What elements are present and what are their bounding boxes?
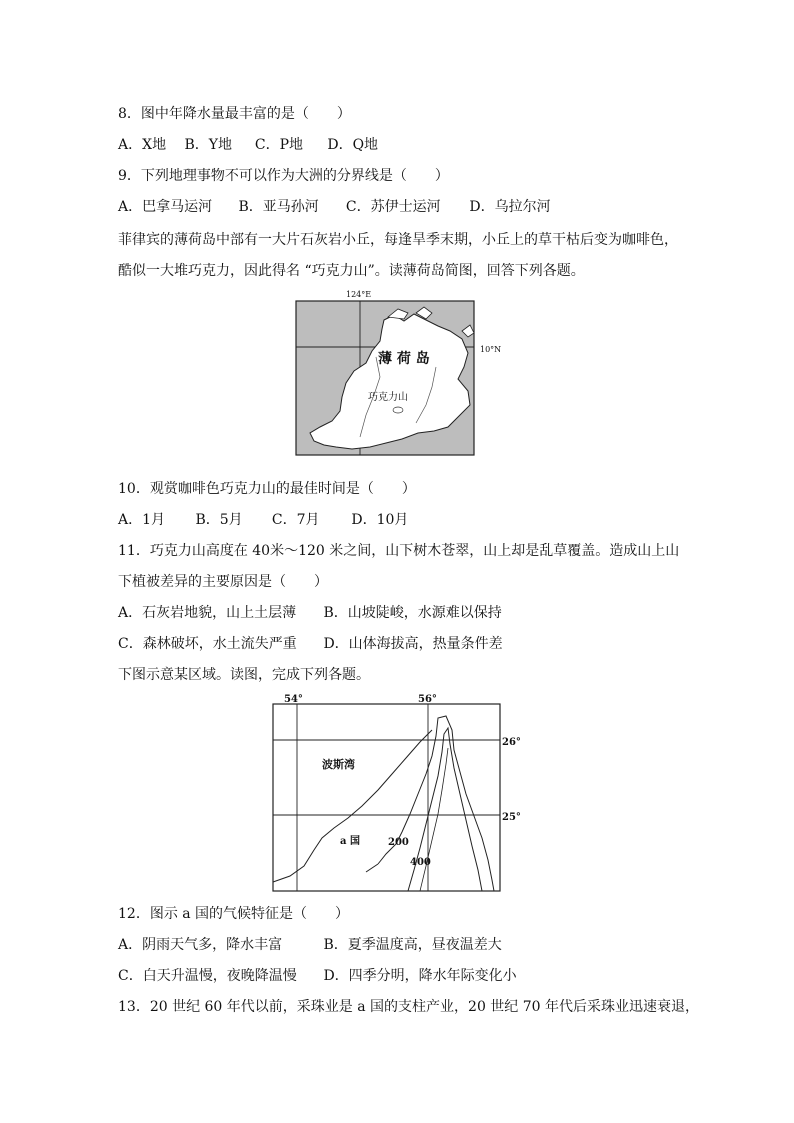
q13-stem: 13．20 世纪 60 年代以前，采珠业是 a 国的支柱产业，20 世纪 70 年代后采珠业迅速衰退， [118, 999, 700, 1015]
q12-option-d: D．四季分明，降水年际变化小 [323, 968, 517, 984]
q8-stem: 8．图中年降水量最丰富的是（ ） [118, 106, 351, 122]
contour-400-label: 400 [410, 857, 431, 868]
contour-200-label: 200 [388, 837, 409, 848]
persian-gulf-map [270, 690, 530, 895]
q9-option-d: D．乌拉尔河 [469, 199, 551, 215]
q11-option-c: C．森林破坏，水土流失严重 [118, 636, 297, 652]
map1-lat-label: 10°N [480, 345, 502, 354]
q12-option-a: A．阴雨天气多，降水丰富 [118, 937, 283, 953]
map2-lon1-label: 54° [284, 694, 303, 705]
q11-option-b: B．山坡陡峻，水源难以保持 [323, 605, 502, 621]
gulf-label: 波斯湾 [322, 758, 355, 771]
bohol-island-map [286, 287, 526, 459]
q10-option-d: D．10月 [351, 512, 409, 528]
q9-options [118, 197, 551, 217]
q12-stem: 12．图示 a 国的气候特征是（ ） [118, 906, 350, 922]
q10-option-a: A．1月 [118, 512, 166, 528]
intro1-line2: 酷似一大堆巧克力，因此得名 “巧克力山”。读薄荷岛简图，回答下列各题。 [118, 263, 585, 279]
q11-options-row2 [118, 634, 503, 654]
q12-option-b: B．夏季温度高，昼夜温差大 [323, 937, 502, 953]
q8-option-c: C．P地 [254, 137, 304, 153]
map2-lat1-label: 26° [502, 737, 521, 748]
q12-options-row2 [118, 966, 517, 986]
q8-option-d: D．Q地 [327, 137, 379, 153]
q8-option-b: B．Y地 [184, 137, 232, 153]
q10-stem: 10．观赏咖啡色巧克力山的最佳时间是（ ） [118, 481, 416, 497]
q9-option-b: B．亚马孙河 [238, 199, 319, 215]
q11-stem-line1: 11．巧克力山高度在 40米～120 米之间，山下树木苍翠，山上却是乱草覆盖。造成山上山 [118, 543, 680, 559]
q12-option-c: C．白天升温慢，夜晚降温慢 [118, 968, 297, 984]
map1-hill-label: 巧克力山 [368, 392, 408, 403]
q12-options-row1 [118, 935, 502, 955]
q9-option-a: A．巴拿马运河 [118, 199, 213, 215]
map2-lat2-label: 25° [502, 812, 521, 823]
q11-stem-line2: 下植被差异的主要原因是（ ） [118, 574, 328, 590]
q9-option-c: C．苏伊士运河 [345, 199, 441, 215]
q8-options [118, 135, 378, 155]
q11-option-a: A．石灰岩地貌，山上土层薄 [118, 605, 297, 621]
map2-lon2-label: 56° [418, 694, 437, 705]
q11-option-d: D．山体海拔高，热量条件差 [323, 636, 503, 652]
q11-options-row1 [118, 603, 502, 623]
q10-option-b: B．5月 [195, 512, 243, 528]
intro1-line1: 菲律宾的薄荷岛中部有一大片石灰岩小丘，每逢旱季末期，小丘上的草干枯后变为咖啡色， [118, 232, 678, 248]
country-label: a 国 [340, 836, 360, 847]
q9-stem: 9．下列地理事物不可以作为大洲的分界线是（ ） [118, 168, 449, 184]
map1-island-label: 薄 荷 岛 [378, 351, 430, 367]
q10-option-c: C．7月 [271, 512, 320, 528]
q10-options [118, 510, 408, 530]
q8-option-a: A．X地 [118, 137, 167, 153]
intro2: 下图示意某区域。读图，完成下列各题。 [118, 667, 370, 683]
map1-lon-label: 124°E [346, 290, 372, 299]
map2-frame [273, 704, 500, 891]
